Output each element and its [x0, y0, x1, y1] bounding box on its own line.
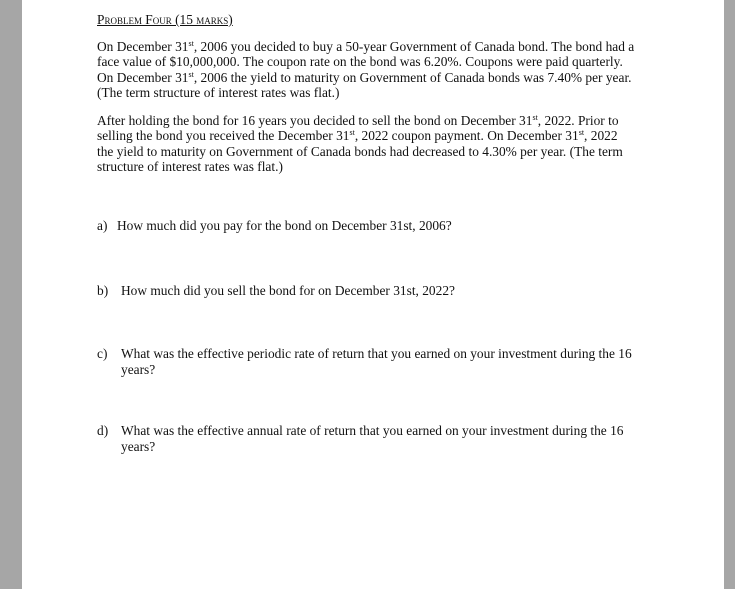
problem-heading: Problem Four (15 marks)	[97, 12, 233, 27]
intro-line-3: On December 31st, 2006 the yield to maturity on Government of Canada bonds was 7.40% per year.	[97, 69, 632, 85]
question-a-text: How much did you pay for the bond on December 31st, 2006?	[117, 218, 452, 233]
intro-line-2: face value of $10,000,000. The coupon rate on the bond was 6.20%. Coupons were paid quarterly.	[97, 54, 623, 69]
document-content	[97, 12, 667, 454]
question-c-text: What was the effective periodic rate of return that you earned on your investment during the 16	[121, 346, 632, 361]
sale-line-1: After holding the bond for 16 years you decided to sell the bond on December 31st, 2022. Prior to	[97, 112, 619, 128]
question-d-text-cont: years?	[121, 438, 156, 454]
intro-paragraph	[97, 39, 667, 101]
sale-paragraph	[97, 113, 667, 175]
question-c-letter: c)	[97, 346, 108, 361]
question-d-letter: d)	[97, 423, 109, 438]
sale-line-2: selling the bond you received the December 31st, 2022 coupon payment. On December 31st, 2022	[97, 128, 618, 143]
question-b-text: How much did you sell the bond for on December 31st, 2022?	[121, 283, 455, 298]
question-c-text-cont: years?	[121, 361, 156, 377]
question-a-letter: a)	[97, 218, 108, 233]
sale-line-3: the yield to maturity on Government of Canada bonds had decreased to 4.30% per year. (The term	[97, 143, 623, 159]
question-d-text: What was the effective annual rate of return that you earned on your investment during the 16	[121, 423, 624, 438]
document-page	[22, 0, 724, 589]
intro-line-1: On December 31st, 2006 you decided to buy a 50-year Government of Canada bond. The bond had a	[97, 38, 635, 54]
question-b-letter: b)	[97, 283, 109, 298]
intro-line-4: (The term structure of interest rates was flat.)	[97, 85, 340, 100]
sale-line-4: structure of interest rates was flat.)	[97, 159, 283, 174]
